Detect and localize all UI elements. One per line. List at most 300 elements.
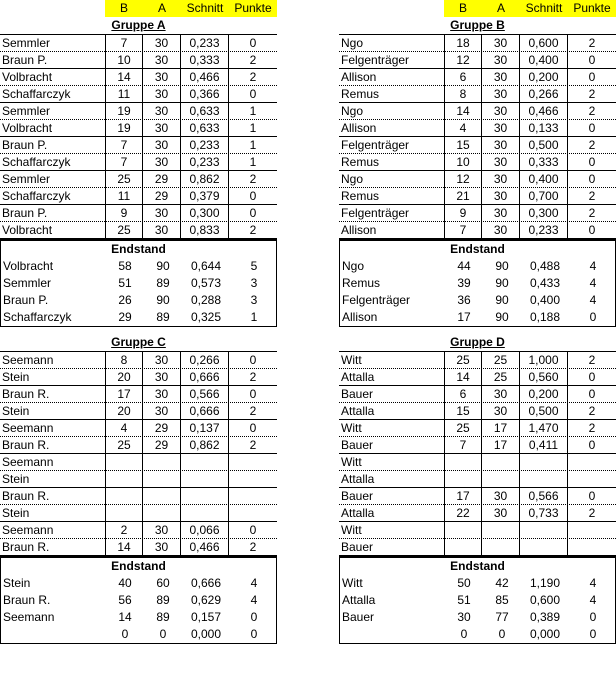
points-b: [105, 488, 143, 505]
player-name: Semmler: [2, 172, 51, 186]
average: 0,300: [520, 205, 568, 222]
table-row: [339, 154, 616, 171]
points-b: 0: [460, 627, 468, 641]
points-a: 90: [156, 293, 170, 307]
match-points: 0: [589, 627, 597, 641]
points-a: 90: [156, 259, 170, 273]
points-b: 17: [105, 386, 143, 403]
points-b: 9: [444, 205, 482, 222]
match-rows: [339, 351, 616, 557]
match-points: 1: [249, 104, 257, 118]
average: 1,470: [520, 420, 568, 437]
average: 0,433: [529, 276, 561, 290]
points-b: 14: [444, 369, 482, 386]
match-points: 0: [588, 121, 596, 135]
points-b: 25: [105, 171, 143, 188]
match-points: 2: [588, 138, 596, 152]
points-b: [444, 454, 482, 471]
points-a: [482, 454, 520, 471]
match-points: 0: [249, 353, 257, 367]
points-b: 4: [105, 420, 143, 437]
match-points: [568, 522, 616, 539]
average: 0,560: [520, 369, 568, 386]
table-row: [0, 454, 277, 471]
average: 0,400: [520, 52, 568, 69]
points-a: 30: [143, 369, 181, 386]
points-a: 30: [143, 35, 181, 52]
table-row: [0, 222, 277, 239]
points-b: 9: [105, 205, 143, 222]
player-name: Remus: [341, 87, 380, 101]
points-b: 15: [444, 137, 482, 154]
group-c-table: [0, 334, 277, 644]
column-header-b: B: [105, 0, 143, 17]
table-row: [339, 52, 616, 69]
points-a: 29: [143, 171, 181, 188]
table-row: [0, 522, 277, 539]
points-b: 7: [105, 35, 143, 52]
table-row: [339, 522, 616, 539]
match-points: [229, 488, 277, 505]
points-a: 30: [482, 188, 520, 205]
average: 0,488: [529, 259, 561, 273]
average: 0,500: [520, 403, 568, 420]
match-points: 5: [250, 259, 258, 273]
player-name: Felgenträger: [341, 53, 410, 67]
points-b: 36: [457, 293, 471, 307]
points-b: [444, 539, 482, 556]
player-name: Seemann: [2, 523, 54, 537]
match-points: 2: [588, 421, 596, 435]
standings-row: [340, 292, 615, 309]
player-name: Volbracht: [2, 70, 53, 84]
average: 0,400: [529, 293, 561, 307]
match-points: 0: [588, 172, 596, 186]
points-a: [143, 454, 181, 471]
group-title: Gruppe A: [111, 18, 166, 32]
final-standings: [0, 557, 277, 644]
points-b: 51: [118, 276, 132, 290]
average: 0,629: [190, 593, 222, 607]
points-a: 60: [156, 576, 170, 590]
player-name: Remus: [341, 155, 380, 169]
points-a: 30: [482, 403, 520, 420]
player-name: Schaffarczyk: [2, 155, 71, 169]
final-standings: [339, 240, 616, 327]
player-name: Allison: [341, 70, 377, 84]
points-b: [105, 471, 143, 488]
average: [520, 471, 568, 488]
points-b: 7: [444, 437, 482, 454]
table-row: [0, 205, 277, 222]
points-b: 29: [118, 310, 132, 324]
points-a: 30: [482, 52, 520, 69]
player-name: Semmler: [3, 276, 52, 290]
player-name: Bauer: [341, 387, 374, 401]
points-a: 29: [143, 188, 181, 205]
match-points: [568, 471, 616, 488]
points-a: 30: [143, 386, 181, 403]
match-points: 0: [588, 155, 596, 169]
player-name: Ngo: [341, 172, 364, 186]
player-name: Attalla: [341, 472, 375, 486]
match-points: 0: [249, 189, 257, 203]
player-name: Ngo: [341, 104, 364, 118]
player-name: Stein: [2, 506, 30, 520]
average: [181, 505, 229, 522]
points-b: 40: [118, 576, 132, 590]
player-name: Seemann: [2, 421, 54, 435]
match-points: 4: [589, 259, 597, 273]
points-a: 30: [143, 522, 181, 539]
table-row: [0, 52, 277, 69]
match-points: 0: [249, 87, 257, 101]
player-name: Schaffarczyk: [2, 189, 71, 203]
points-b: 6: [444, 69, 482, 86]
column-header-schnitt: Schnitt: [520, 0, 568, 17]
points-b: 25: [105, 222, 143, 239]
points-a: 30: [482, 86, 520, 103]
table-row: [0, 171, 277, 188]
match-points: 2: [588, 36, 596, 50]
points-b: 22: [444, 505, 482, 522]
player-name: Bauer: [341, 489, 374, 503]
table-row: [339, 120, 616, 137]
table-row: [0, 137, 277, 154]
points-b: 19: [105, 120, 143, 137]
points-a: 0: [159, 627, 167, 641]
match-rows: [0, 351, 277, 557]
standings-title: Endstand: [111, 559, 166, 573]
column-header-a: A: [143, 0, 181, 17]
match-points: 0: [249, 421, 257, 435]
table-row: [0, 120, 277, 137]
player-name: Allison: [341, 223, 377, 237]
average: 0,862: [181, 437, 229, 454]
points-a: 89: [156, 310, 170, 324]
table-row: [339, 386, 616, 403]
match-points: 2: [249, 172, 257, 186]
table-row: [339, 103, 616, 120]
player-name: Braun P.: [2, 53, 48, 67]
match-points: 2: [588, 206, 596, 220]
player-name: Ngo: [342, 259, 365, 273]
table-row: [339, 403, 616, 420]
table-row: [339, 86, 616, 103]
match-points: 4: [589, 576, 597, 590]
average: 0,333: [181, 52, 229, 69]
standings-row: [1, 609, 276, 626]
match-points: 2: [249, 540, 257, 554]
average: 0,300: [181, 205, 229, 222]
average: [181, 454, 229, 471]
standings-row: [340, 609, 615, 626]
points-b: 8: [105, 352, 143, 369]
player-name: Witt: [342, 576, 363, 590]
average: 0,466: [181, 539, 229, 556]
player-name: Braun P.: [2, 206, 48, 220]
table-row: [339, 222, 616, 239]
points-b: 12: [444, 52, 482, 69]
points-a: [482, 539, 520, 556]
match-points: 0: [589, 610, 597, 624]
points-b: 15: [444, 403, 482, 420]
points-b: 10: [105, 52, 143, 69]
group-a-table: [0, 0, 277, 327]
average: [520, 454, 568, 471]
match-points: 4: [250, 576, 258, 590]
player-name: Seemann: [2, 455, 54, 469]
points-b: 51: [457, 593, 471, 607]
average: 0,400: [520, 171, 568, 188]
points-b: 19: [105, 103, 143, 120]
player-name: Seemann: [2, 353, 54, 367]
standings-row: [1, 309, 276, 326]
points-a: 77: [495, 610, 509, 624]
column-header-row: [339, 0, 616, 17]
standings-title: Endstand: [111, 242, 166, 256]
average: [520, 539, 568, 556]
standings-row: [1, 626, 276, 643]
points-b: 2: [105, 522, 143, 539]
player-name: Semmler: [2, 104, 51, 118]
standings-row: [1, 292, 276, 309]
average: 0,633: [181, 120, 229, 137]
average: 0,266: [520, 86, 568, 103]
match-points: 0: [588, 438, 596, 452]
column-header-a: A: [482, 0, 520, 17]
table-row: [339, 171, 616, 188]
average: 0,500: [520, 137, 568, 154]
average: 1,000: [520, 352, 568, 369]
points-a: 30: [143, 120, 181, 137]
group-title: Gruppe B: [450, 18, 505, 32]
match-points: 2: [249, 404, 257, 418]
points-a: 30: [143, 222, 181, 239]
average: 0,133: [520, 120, 568, 137]
player-name: Bauer: [342, 610, 375, 624]
average: 0,188: [529, 310, 561, 324]
average: 0,157: [190, 610, 222, 624]
match-points: 4: [589, 293, 597, 307]
points-a: 30: [482, 120, 520, 137]
match-points: 1: [249, 121, 257, 135]
match-points: 2: [588, 87, 596, 101]
points-a: 30: [482, 35, 520, 52]
table-row: [339, 188, 616, 205]
average: 0,644: [190, 259, 222, 273]
standings-row: [340, 275, 615, 292]
average: 0,233: [181, 154, 229, 171]
match-points: 2: [249, 370, 257, 384]
player-name: Attalla: [341, 404, 375, 418]
match-points: 0: [588, 370, 596, 384]
average: 0,666: [181, 403, 229, 420]
standings-row: [1, 592, 276, 609]
points-a: 90: [495, 293, 509, 307]
table-row: [339, 454, 616, 471]
points-a: 30: [143, 539, 181, 556]
points-b: 7: [105, 154, 143, 171]
average: 0,466: [520, 103, 568, 120]
points-b: 26: [118, 293, 132, 307]
table-row: [339, 69, 616, 86]
match-points: 0: [588, 53, 596, 67]
match-points: 2: [588, 104, 596, 118]
match-points: 0: [250, 610, 258, 624]
points-a: 0: [498, 627, 506, 641]
match-points: [229, 505, 277, 522]
player-name: Braun R.: [2, 387, 50, 401]
table-row: [0, 35, 277, 52]
points-a: 30: [143, 352, 181, 369]
average: 0,266: [181, 352, 229, 369]
player-name: Stein: [2, 370, 30, 384]
points-a: 90: [495, 310, 509, 324]
points-a: 90: [495, 259, 509, 273]
average: [520, 522, 568, 539]
points-b: 30: [457, 610, 471, 624]
group-title: Gruppe D: [450, 335, 505, 349]
points-a: 25: [482, 369, 520, 386]
points-a: 30: [482, 69, 520, 86]
column-header-punkte: Punkte: [229, 0, 277, 17]
table-row: [339, 437, 616, 454]
player-name: Felgenträger: [341, 138, 410, 152]
match-rows: [339, 34, 616, 240]
player-name: Remus: [341, 189, 380, 203]
table-row: [0, 69, 277, 86]
points-a: 17: [482, 420, 520, 437]
points-a: 30: [143, 52, 181, 69]
table-row: [0, 86, 277, 103]
points-a: [143, 471, 181, 488]
average: 0,288: [190, 293, 222, 307]
points-b: 6: [444, 386, 482, 403]
average: 0,325: [190, 310, 222, 324]
match-points: 4: [589, 276, 597, 290]
average: 0,389: [529, 610, 561, 624]
standings-row: [1, 275, 276, 292]
points-b: 4: [444, 120, 482, 137]
average: 0,700: [520, 188, 568, 205]
column-header-row: [0, 0, 277, 17]
points-b: 50: [457, 576, 471, 590]
match-points: 0: [588, 387, 596, 401]
match-points: 2: [249, 53, 257, 67]
points-b: 7: [105, 137, 143, 154]
player-name: Volbracht: [3, 259, 54, 273]
match-points: 0: [588, 70, 596, 84]
points-a: 89: [156, 593, 170, 607]
standings-row: [1, 575, 276, 592]
player-name: Allison: [342, 310, 378, 324]
match-points: 2: [249, 438, 257, 452]
average: 0,066: [181, 522, 229, 539]
player-name: [342, 626, 445, 643]
points-b: 12: [444, 171, 482, 188]
final-standings: [0, 240, 277, 327]
average: 0,666: [190, 576, 222, 590]
match-points: 2: [588, 506, 596, 520]
match-points: 0: [249, 206, 257, 220]
match-points: [229, 471, 277, 488]
average: 0,379: [181, 188, 229, 205]
points-b: 25: [444, 352, 482, 369]
standings-row: [340, 592, 615, 609]
player-name: Semmler: [2, 36, 51, 50]
player-name: Volbracht: [2, 223, 53, 237]
points-a: 30: [143, 86, 181, 103]
points-a: [143, 505, 181, 522]
match-points: [568, 539, 616, 556]
table-row: [339, 35, 616, 52]
points-b: 14: [444, 103, 482, 120]
table-row: [339, 205, 616, 222]
player-name: Bauer: [341, 540, 374, 554]
standings-row: [340, 626, 615, 643]
table-row: [0, 420, 277, 437]
player-name: Attalla: [341, 506, 375, 520]
points-a: 30: [143, 103, 181, 120]
column-header-punkte: Punkte: [568, 0, 616, 17]
player-name: Seemann: [3, 610, 55, 624]
points-b: 10: [444, 154, 482, 171]
match-points: 3: [250, 276, 258, 290]
points-b: 8: [444, 86, 482, 103]
table-row: [0, 488, 277, 505]
table-row: [339, 488, 616, 505]
points-a: [482, 471, 520, 488]
points-a: 30: [482, 137, 520, 154]
player-name: Ngo: [341, 36, 364, 50]
points-b: 39: [457, 276, 471, 290]
average: 0,411: [520, 437, 568, 454]
points-b: 58: [118, 259, 132, 273]
match-points: 1: [249, 155, 257, 169]
average: [181, 488, 229, 505]
match-points: 2: [588, 404, 596, 418]
points-b: [105, 454, 143, 471]
average: 0,566: [181, 386, 229, 403]
player-name: Braun P.: [2, 138, 48, 152]
points-a: 25: [482, 352, 520, 369]
table-row: [0, 437, 277, 454]
points-b: 18: [444, 35, 482, 52]
average: 0,633: [181, 103, 229, 120]
player-name: Braun P.: [3, 293, 49, 307]
points-a: 29: [143, 437, 181, 454]
points-a: 30: [482, 154, 520, 171]
match-points: 0: [588, 223, 596, 237]
player-name: Stein: [2, 404, 30, 418]
player-name: Felgenträger: [342, 293, 411, 307]
match-points: [568, 454, 616, 471]
average: 0,137: [181, 420, 229, 437]
match-points: 4: [589, 593, 597, 607]
match-points: 0: [588, 489, 596, 503]
points-a: 30: [143, 69, 181, 86]
points-b: 11: [105, 188, 143, 205]
points-a: [482, 522, 520, 539]
player-name: Braun R.: [2, 540, 50, 554]
points-a: 30: [482, 386, 520, 403]
table-row: [339, 539, 616, 556]
column-header-schnitt: Schnitt: [181, 0, 229, 17]
player-name: Remus: [342, 276, 381, 290]
points-b: 56: [118, 593, 132, 607]
average: 0,200: [520, 69, 568, 86]
